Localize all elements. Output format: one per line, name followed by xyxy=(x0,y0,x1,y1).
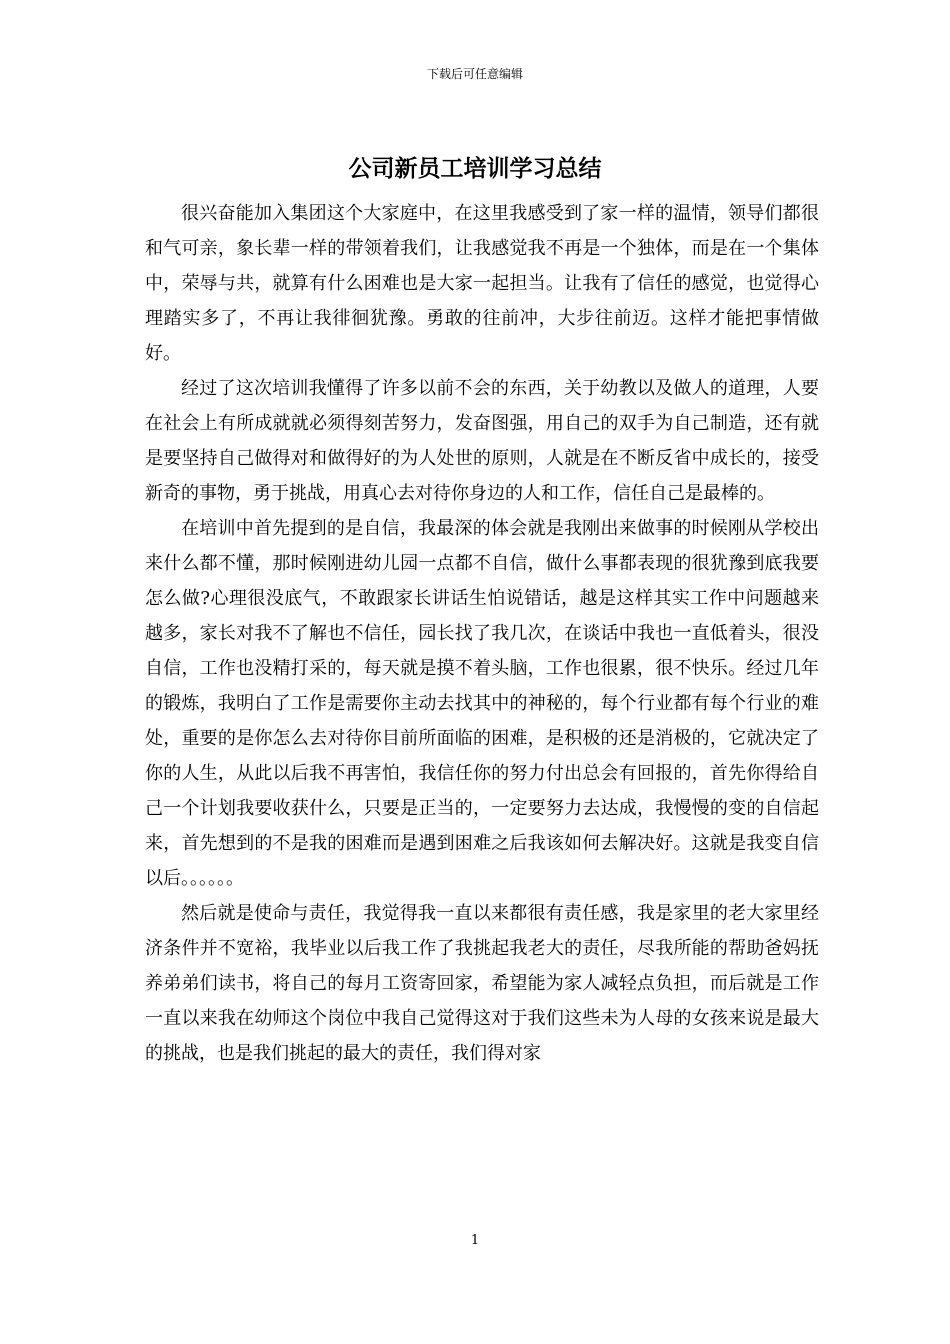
document-body xyxy=(145,196,819,1071)
paragraph-4: 然后就是使命与责任，我觉得我一直以来都很有责任感，我是家里的老大家里经济条件并不宽裕，我毕业以后我工作了我挑起我老大的责任，尽我所能的帮助爸妈抚养弟弟们读书，将自己的每月工资寄回家，希望能为家人减轻点负担，而后就是工作一直以来我在幼师这个岗位中我自己觉得这对于我们这些未为人母的女孩来说是最大的挑战，也是我们挑起的最大的责任，我们得对家 xyxy=(145,903,819,1064)
page-header: 下载后可任意编辑 xyxy=(426,67,523,81)
paragraph-2: 经过了这次培训我懂得了许多以前不会的东西，关于幼教以及做人的道理，人要在社会上有所成就就必须得刻苦努力，发奋图强，用自己的双手为自己制造，还有就是要坚持自己做得对和做得好的为人处世的原则，人就是在不断反省中成长的，接受新奇的事物，勇于挑战，用真心去对待你身边的人和工作，信任自己是最棒的。 xyxy=(145,378,819,504)
paragraph-1: 很兴奋能加入集团这个大家庭中，在这里我感受到了家一样的温情，领导们都很和气可亲，象长辈一样的带领着我们，让我感觉我不再是一个独体，而是在一个集体中，荣辱与共，就算有什么困难也是大家一起担当。让我有了信任的感觉，也觉得心理踏实多了，不再让我徘徊犹豫。勇敢的往前冲，大步往前迈。这样才能把事情做好。 xyxy=(145,203,819,364)
document-title: 公司新员工培训学习总结 xyxy=(348,155,602,182)
page-number: 1 xyxy=(470,1233,480,1248)
paragraph-3: 在培训中首先提到的是自信，我最深的体会就是我刚出来做事的时候刚从学校出来什么都不懂，那时候刚进幼儿园一点都不自信，做什么事都表现的很犹豫到底我要怎么做?心理很没底气，不敢跟家长讲话生怕说错话，越是这样其实工作中问题越来越多，家长对我不了解也不信任，园长找了我几次，在谈话中我也一直低着头，很没自信，工作也没精打采的，每天就是摸不着头脑，工作也很累，很不快乐。经过几年的锻炼，我明白了工作是需要你主动去找其中的神秘的，每个行业都有每个行业的难处，重要的是你怎么去对待你目前所面临的困难，是积极的还是消极的，它就决定了你的人生，从此以后我不再害怕，我信任你的努力付出总会有回报的，首先你得给自己一个计划我要收获什么，只要是正当的，一定要努力去达成，我慢慢的变的自信起来，首先想到的不是我的困难而是遇到困难之后我该如何去解决好。这就是我变自信以后。。。。。。 xyxy=(145,518,819,889)
